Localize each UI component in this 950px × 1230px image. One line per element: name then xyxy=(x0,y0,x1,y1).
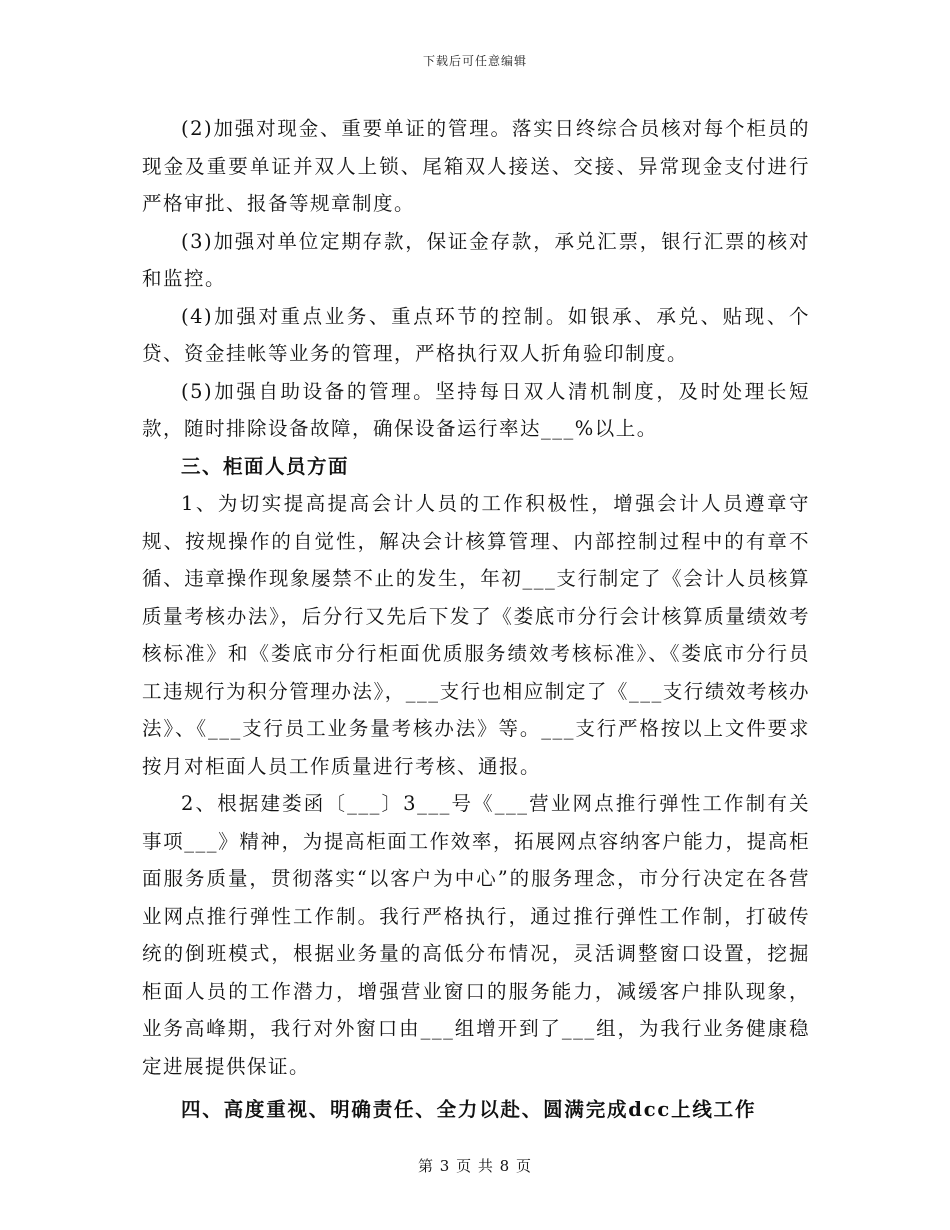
paragraph-item-5: (5)加强自助设备的管理。坚持每日双人清机制度，及时处理长短款，随时排除设备故障，确保设备运行率达___%以上。 xyxy=(142,379,810,440)
section-3-heading: 三、柜面人员方面 xyxy=(181,454,350,478)
page-footer: 第 3 页 共 8 页 xyxy=(418,1157,532,1175)
page-header: 下载后可任意编辑 xyxy=(422,54,527,68)
section-3-paragraph-2: 2、根据建娄函〔___〕3___号《___营业网点推行弹性工作制有关事项___》精神，为提高柜面工作效率，拓展网点容纳客户能力，提高柜面服务质量，贯彻落实“以客户为中心”的服务理念，市分行决定在各营业网点推行弹性工作制。我行严格执行，通过推行弹性工作制，打破传统的倒班模式，根据业务量的高低分布情况，灵活调整窗口设置，挖掘柜面人员的工作潜力，增强营业窗口的服务能力，减缓客户排队现象，业务高峰期，我行对外窗口由___组增开到了___组，为我行业务健康稳定进展提供保证。 xyxy=(142,792,810,1078)
document-body xyxy=(142,110,810,1129)
section-3-paragraph-1: 1、为切实提高提高会计人员的工作积极性，增强会计人员遵章守规、按规操作的自觉性，解决会计核算管理、内部控制过程中的有章不循、违章操作现象屡禁不止的发生，年初___支行制定了《会计人员核算质量考核办法》，后分行又先后下发了《娄底市分行会计核算质量绩效考核标准》和《娄底市分行柜面优质服务绩效考核标准》、《娄底市分行员工违规行为积分管理办法》，___支行也相应制定了《___支行绩效考核办法》、《___支行员工业务量考核办法》等。___支行严格按以上文件要求按月对柜面人员工作质量进行考核、通报。 xyxy=(142,492,810,778)
paragraph-item-2: (2)加强对现金、重要单证的管理。落实日终综合员核对每个柜员的现金及重要单证并双人上锁、尾箱双人接送、交接、异常现金支付进行严格审批、报备等规章制度。 xyxy=(142,117,810,215)
paragraph-item-3: (3)加强对单位定期存款，保证金存款，承兑汇票，银行汇票的核对和监控。 xyxy=(142,229,810,290)
paragraph-item-4: (4)加强对重点业务、重点环节的控制。如银承、承兑、贴现、个贷、资金挂帐等业务的管理，严格执行双人折角验印制度。 xyxy=(142,304,810,365)
section-4-heading: 四、高度重视、明确责任、全力以赴、圆满完成dcc上线工作 xyxy=(181,1098,757,1121)
